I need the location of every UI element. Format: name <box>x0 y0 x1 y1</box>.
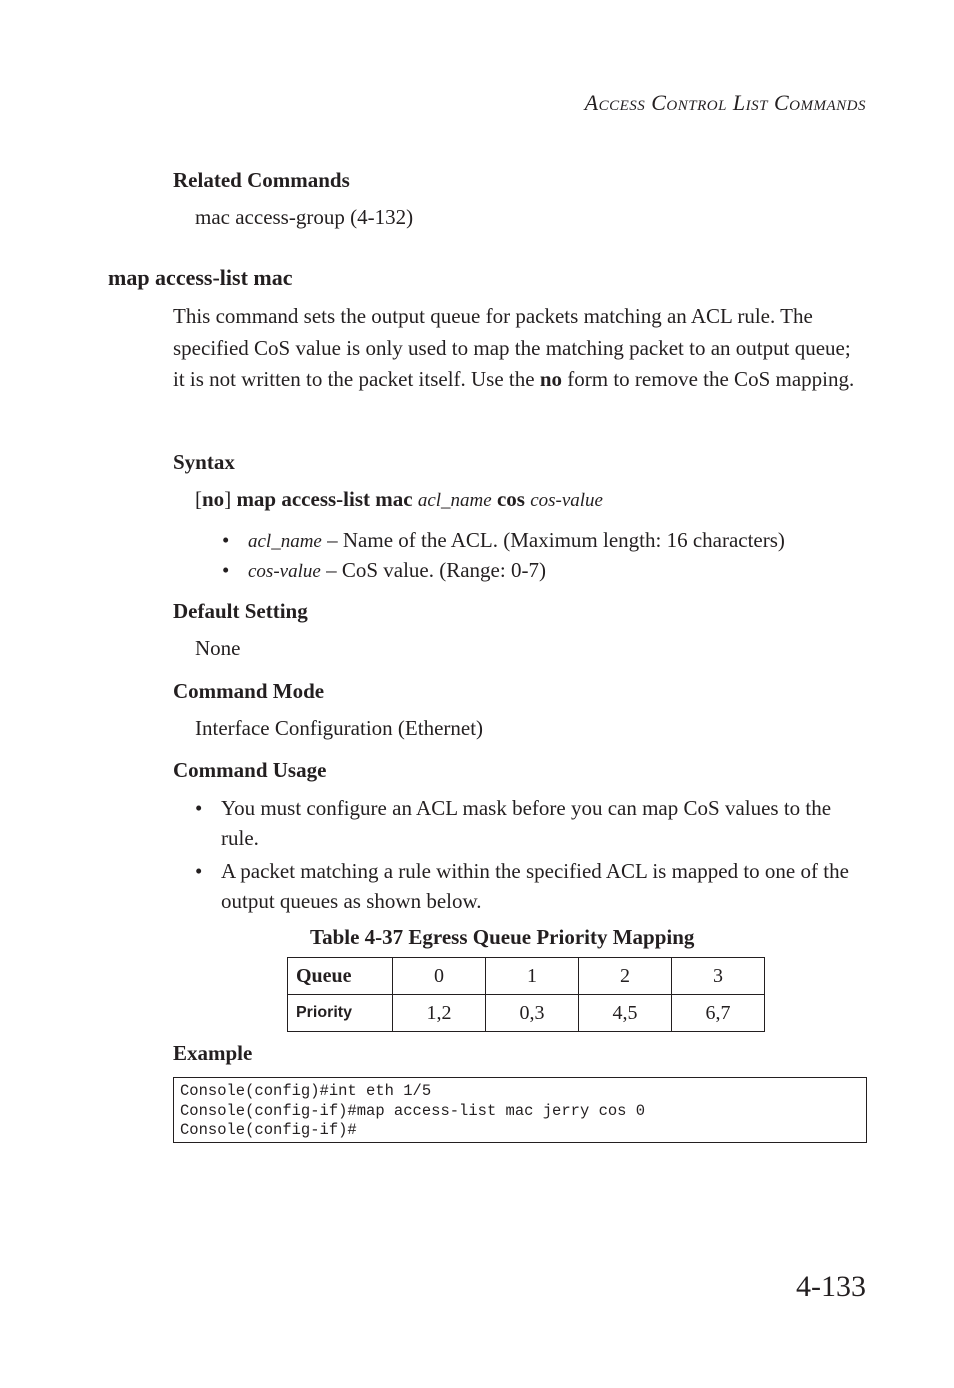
param-desc: – CoS value. (Range: 0-7) <box>320 558 546 582</box>
param-desc: – Name of the ACL. (Maximum length: 16 characters) <box>321 528 785 552</box>
param-name: acl_name <box>248 531 322 552</box>
default-setting-heading: Default Setting <box>173 599 308 623</box>
table-title: Table 4-37 Egress Queue Priority Mapping <box>310 925 695 949</box>
table-cell: 6,7 <box>672 995 765 1032</box>
syntax-bracket-close: ] <box>224 487 232 511</box>
code-line: Console(config)#int eth 1/5 <box>180 1082 432 1100</box>
syntax-cos-keyword: cos <box>496 487 525 511</box>
param-name: cos-value <box>248 561 321 582</box>
egress-queue-table <box>287 957 765 1032</box>
table-cell: 0,3 <box>486 995 579 1032</box>
list-item <box>222 556 785 586</box>
syntax-bracket-open: [ <box>195 487 202 511</box>
command-mode-heading: Command Mode <box>173 679 325 703</box>
table-row <box>288 958 765 995</box>
example-code-block <box>173 1077 867 1143</box>
syntax-heading: Syntax <box>173 450 235 474</box>
description-part-2: form to remove the CoS mapping. <box>562 367 855 391</box>
related-commands-text: mac access-group (4-132) <box>195 205 414 229</box>
table-cell: 2 <box>579 958 672 995</box>
running-head: Access Control List Commands <box>584 90 866 115</box>
table-cell: 3 <box>672 958 765 995</box>
example-heading: Example <box>173 1041 253 1065</box>
syntax-command: map access-list mac <box>236 487 413 511</box>
list-item <box>222 526 785 556</box>
table-cell: 1 <box>486 958 579 995</box>
code-line: Console(config-if)# <box>180 1121 357 1139</box>
list-item: • You must configure an ACL mask before you can map CoS values to the rule. <box>195 794 865 853</box>
syntax-no: no <box>202 487 225 511</box>
table-row <box>288 995 765 1032</box>
page-number: 4-133 <box>796 1270 866 1303</box>
code-line: Console(config-if)#map access-list mac jerry cos 0 <box>180 1101 646 1120</box>
command-usage-list <box>195 794 865 920</box>
command-usage-heading: Command Usage <box>173 758 327 782</box>
syntax-arg-cos-value: cos-value <box>530 490 603 511</box>
description-part-1: This command sets the output queue for packets matching an ACL rule. The specified CoS value is only used to map the matching packet to an output queue; it is not written to the packet itself. Use the <box>173 304 851 391</box>
syntax-arg-acl-name: acl_name <box>417 490 492 511</box>
default-setting-text: None <box>195 636 241 660</box>
table-cell: 1,2 <box>393 995 486 1032</box>
list-item: • A packet matching a rule within the specified ACL is mapped to one of the output queues as shown below. <box>195 857 865 916</box>
section-title: map access-list mac <box>108 265 293 290</box>
queue-row-header: Queue <box>288 958 393 995</box>
syntax-line <box>195 484 603 517</box>
section-description <box>173 301 863 396</box>
syntax-params-list <box>222 526 785 586</box>
command-mode-text: Interface Configuration (Ethernet) <box>195 716 484 740</box>
table-cell: 4,5 <box>579 995 672 1032</box>
description-no-keyword: no <box>539 367 563 391</box>
table-cell: 0 <box>393 958 486 995</box>
priority-row-header: Priority <box>288 995 393 1032</box>
related-commands-heading: Related Commands <box>173 168 350 192</box>
